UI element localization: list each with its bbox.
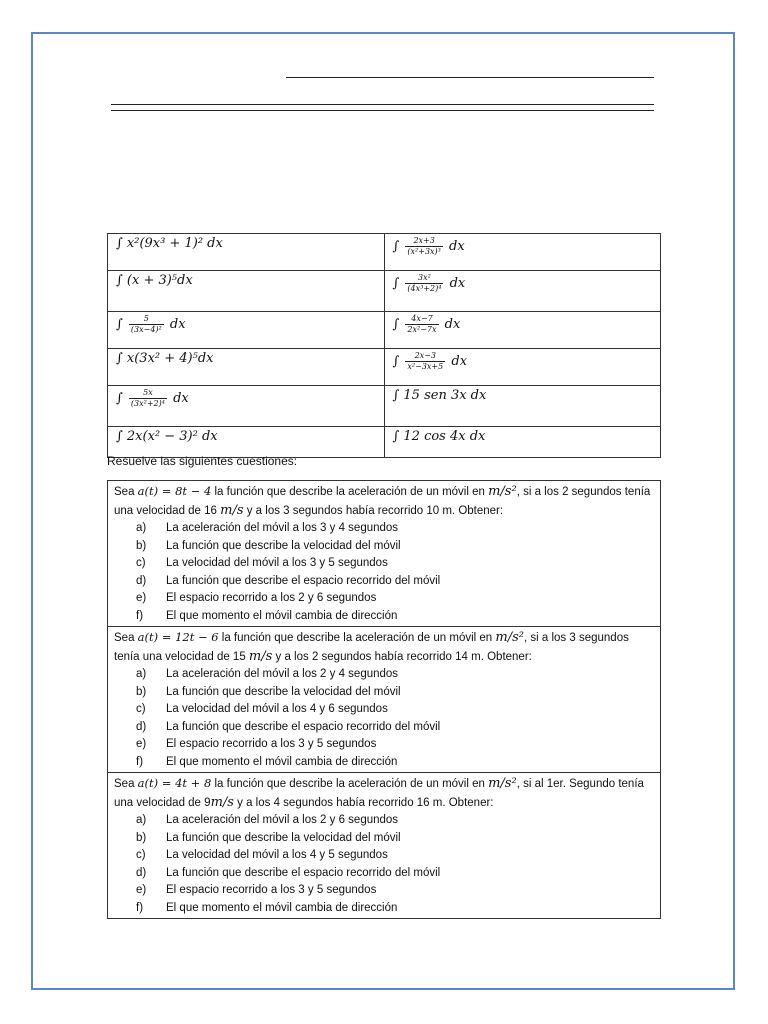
problems-table xyxy=(107,480,661,919)
question-text: La función que describe el espacio recorrido del móvil xyxy=(166,866,441,879)
statement-b: la función que describe la aceleración de un móvil en xyxy=(211,778,489,790)
integral-sign: ∫ xyxy=(392,276,404,291)
fraction-denominator: 2x²−7x xyxy=(407,325,437,334)
unit-vel: m/s xyxy=(220,502,244,518)
question-item xyxy=(114,701,654,719)
fraction xyxy=(405,236,442,257)
question-item xyxy=(114,830,654,848)
problem-statement xyxy=(114,629,654,666)
formula: a(t) = 4t + 8 xyxy=(137,776,212,790)
fraction xyxy=(405,314,438,335)
question-marker: b) xyxy=(136,831,147,844)
question-text: El espacio recorrido a los 2 y 6 segundos xyxy=(166,592,377,604)
differential: dx xyxy=(165,317,186,332)
question-item xyxy=(114,590,654,608)
fraction xyxy=(405,273,443,294)
integral-sign: ∫ xyxy=(392,317,404,332)
fraction xyxy=(405,351,445,372)
integral-cell: ∫ x(3x² + 4)⁵dx xyxy=(108,349,385,386)
question-item xyxy=(114,865,654,883)
question-item xyxy=(114,736,654,754)
question-item xyxy=(114,666,654,684)
integral-row xyxy=(108,427,661,458)
question-marker: f) xyxy=(136,901,144,914)
question-item xyxy=(114,847,654,865)
question-item xyxy=(114,754,654,772)
question-text: La función que describe el espacio recorrido del móvil xyxy=(166,574,441,587)
formula: a(t) = 12t − 6 xyxy=(137,630,219,644)
question-list xyxy=(114,666,654,771)
statement-b: la función que describe la aceleración de un móvil en xyxy=(211,486,489,498)
question-text: La función que describe la velocidad del móvil xyxy=(166,831,401,844)
fraction xyxy=(129,314,164,335)
statement-a: Sea xyxy=(114,632,138,644)
question-list xyxy=(114,812,654,917)
differential: dx xyxy=(444,239,465,254)
fraction-denominator: (3x²+2)⁴ xyxy=(130,399,165,408)
question-marker: e) xyxy=(136,738,147,750)
integral-cell: ∫ x²(9x³ + 1)² dx xyxy=(108,234,385,271)
question-item xyxy=(114,608,654,626)
integral-cell xyxy=(384,349,661,386)
statement-d: y a los 4 segundos había recorrido 16 m. Obtener: xyxy=(233,796,494,809)
formula: a(t) = 8t − 4 xyxy=(137,484,212,498)
question-marker: e) xyxy=(136,884,147,896)
statement-c: , si a los 3 segundos tenía una velocidad de 15 xyxy=(114,632,629,663)
question-text: El espacio recorrido a los 3 y 5 segundos xyxy=(166,738,377,750)
problem-block xyxy=(108,627,660,773)
problem-block xyxy=(108,481,660,627)
question-item xyxy=(114,520,654,538)
question-text: La aceleración del móvil a los 2 y 6 segundos xyxy=(166,814,399,826)
question-text: La aceleración del móvil a los 2 y 4 segundos xyxy=(166,668,399,680)
question-marker: f) xyxy=(136,609,144,622)
integral-row xyxy=(108,312,661,349)
question-text: El que momento el móvil cambia de dirección xyxy=(166,755,398,768)
statement-b: la función que describe la aceleración de un móvil en xyxy=(218,632,496,644)
question-text: La velocidad del móvil a los 3 y 5 segundos xyxy=(166,557,388,569)
question-item xyxy=(114,900,654,918)
integral-sign: ∫ xyxy=(116,317,127,332)
statement-a: Sea xyxy=(114,486,138,498)
integral-row xyxy=(108,349,661,386)
integral-cell: ∫ 15 sen 3x dx xyxy=(384,386,661,427)
fraction-numerator: 3x² xyxy=(405,273,443,284)
integral-row xyxy=(108,386,661,427)
unit-vel: m/s xyxy=(248,648,273,664)
question-marker: c) xyxy=(136,557,146,569)
question-item xyxy=(114,684,654,702)
integral-cell xyxy=(384,234,661,271)
statement-a: Sea xyxy=(114,778,138,790)
question-item xyxy=(114,538,654,556)
question-text: La función que describe la velocidad del móvil xyxy=(166,685,401,698)
question-marker: a) xyxy=(136,814,147,826)
differential: dx xyxy=(440,317,461,332)
integral-cell xyxy=(108,386,385,427)
question-marker: e) xyxy=(136,592,147,604)
question-text: El que momento el móvil cambia de dirección xyxy=(166,609,398,622)
header-rule-bottom xyxy=(111,110,654,111)
statement-d: y a los 3 segundos había recorrido 10 m. Obtener: xyxy=(243,504,504,517)
integral-row xyxy=(108,234,661,271)
question-marker: c) xyxy=(136,703,146,715)
fraction-numerator: 4x−7 xyxy=(405,314,438,325)
question-text: La velocidad del móvil a los 4 y 5 segundos xyxy=(166,849,388,861)
question-text: La aceleración del móvil a los 3 y 4 segundos xyxy=(166,522,399,534)
question-item xyxy=(114,882,654,900)
question-item xyxy=(114,812,654,830)
statement-c: , si a los 2 segundos tenía una velocidad de 16 xyxy=(114,486,651,517)
differential: dx xyxy=(447,354,468,369)
question-text: El espacio recorrido a los 3 y 5 segundos xyxy=(166,884,377,896)
question-marker: a) xyxy=(136,522,147,534)
integral-cell: ∫ 12 cos 4x dx xyxy=(384,427,661,458)
fraction-denominator: (x²+3x)³ xyxy=(407,247,441,256)
integral-cell xyxy=(108,312,385,349)
statement-d: y a los 2 segundos había recorrido 14 m. Obtener: xyxy=(272,650,532,663)
instructions-text: Resuelve las siguientes cuestiones: xyxy=(107,454,298,468)
fraction-numerator: 2x+3 xyxy=(405,236,442,247)
unit-accel: m/s² xyxy=(495,630,524,645)
unit-accel: m/s² xyxy=(488,776,517,791)
integral-cell: ∫ 2x(x² − 3)² dx xyxy=(108,427,385,458)
fraction-denominator: (4x³+2)⁴ xyxy=(407,284,442,293)
integral-sign: ∫ xyxy=(392,239,404,254)
question-text: El que momento el móvil cambia de dirección xyxy=(166,901,398,914)
question-marker: a) xyxy=(136,668,147,680)
differential: dx xyxy=(168,391,189,406)
question-text: La velocidad del móvil a los 4 y 6 segundos xyxy=(166,703,388,715)
question-marker: d) xyxy=(136,866,147,879)
question-item xyxy=(114,573,654,591)
fraction-numerator: 5 xyxy=(129,314,164,325)
integral-row xyxy=(108,271,661,312)
question-marker: f) xyxy=(136,755,144,768)
integral-cell xyxy=(384,312,661,349)
question-text: La función que describe el espacio recorrido del móvil xyxy=(166,720,441,733)
problem-block xyxy=(108,773,660,918)
fraction xyxy=(129,388,167,409)
unit-accel: m/s² xyxy=(488,484,517,499)
integral-sign: ∫ xyxy=(392,354,404,369)
fraction-numerator: 2x−3 xyxy=(405,351,445,362)
question-marker: b) xyxy=(136,539,147,552)
statement-c: , si al 1er. Segundo tenía una velocidad de 9 xyxy=(114,778,644,809)
question-list xyxy=(114,520,654,625)
header-rule-top xyxy=(111,104,654,105)
question-item xyxy=(114,555,654,573)
integral-cell xyxy=(384,271,661,312)
question-marker: c) xyxy=(136,849,146,861)
question-marker: b) xyxy=(136,685,147,698)
problem-statement xyxy=(114,483,654,520)
header-name-line xyxy=(286,77,654,78)
question-marker: d) xyxy=(136,720,147,733)
problem-statement xyxy=(114,775,654,812)
fraction-denominator: (3x−4)² xyxy=(130,325,162,334)
integral-sign: ∫ xyxy=(116,391,127,406)
fraction-numerator: 5x xyxy=(129,388,167,399)
question-marker: d) xyxy=(136,574,147,587)
unit-vel: m/s xyxy=(210,794,234,810)
differential: dx xyxy=(445,276,466,291)
integral-cell: ∫ (x + 3)⁵dx xyxy=(108,271,385,312)
question-item xyxy=(114,719,654,737)
question-text: La función que describe la velocidad del móvil xyxy=(166,539,401,552)
fraction-denominator: x²−3x+5 xyxy=(407,362,444,371)
integrals-table xyxy=(107,233,661,458)
